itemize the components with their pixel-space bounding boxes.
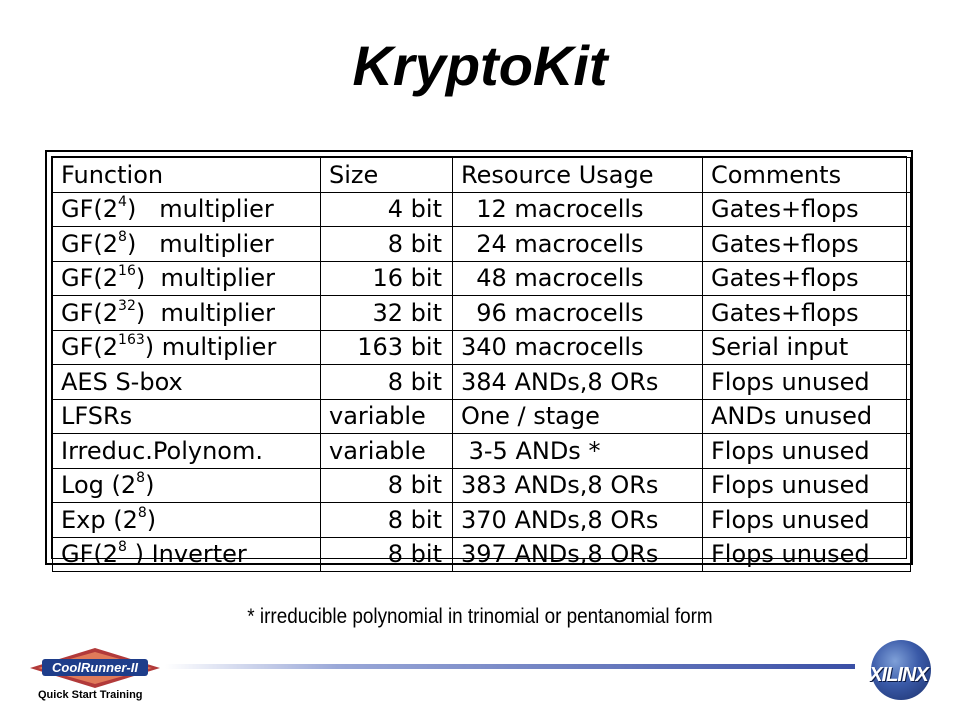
function-suffix: ) multiplier	[126, 229, 274, 258]
cell-function	[53, 227, 321, 262]
cell-resource-usage: 384 ANDs,8 ORs	[453, 365, 703, 400]
cell-resource-usage: 340 macrocells	[453, 330, 703, 365]
cell-function	[53, 537, 321, 572]
function-base: Irreduc.Polynom.	[61, 436, 263, 465]
cell-function	[53, 468, 321, 503]
xilinx-brand-text: XILINX	[869, 664, 928, 686]
cell-comment: Gates+flops	[703, 192, 911, 227]
table-row	[53, 365, 911, 400]
table-row	[53, 192, 911, 227]
cell-resource-usage: 3-5 ANDs *	[453, 434, 703, 469]
header-comments: Comments	[703, 158, 911, 193]
header-function: Function	[53, 158, 321, 193]
logo-text: CoolRunner-II	[52, 660, 138, 675]
table-row	[53, 503, 911, 538]
cell-comment: Flops unused	[703, 468, 911, 503]
cell-comment: Flops unused	[703, 434, 911, 469]
cell-comment: Flops unused	[703, 537, 911, 572]
function-base: GF(2	[61, 540, 119, 569]
table-row	[53, 468, 911, 503]
function-base: GF(2	[61, 333, 119, 362]
cell-function	[53, 399, 321, 434]
table-row	[53, 399, 911, 434]
function-base: AES S-box	[61, 367, 183, 396]
cell-comment: Serial input	[703, 330, 911, 365]
table-row	[53, 261, 911, 296]
cell-size: 8 bit	[321, 537, 453, 572]
cell-function	[53, 365, 321, 400]
cell-function	[53, 434, 321, 469]
cell-size: variable	[321, 399, 453, 434]
slide-title: KryptoKit	[352, 34, 608, 97]
cell-size: 8 bit	[321, 468, 453, 503]
function-suffix: ) Inverter	[126, 540, 247, 569]
function-exponent: 8	[118, 228, 127, 245]
cell-resource-usage: 24 macrocells	[453, 227, 703, 262]
cell-size: 163 bit	[321, 330, 453, 365]
cell-resource-usage: One / stage	[453, 399, 703, 434]
cell-comment: Flops unused	[703, 365, 911, 400]
function-exponent: 8	[136, 470, 146, 487]
table-row	[53, 330, 911, 365]
cell-size: 8 bit	[321, 365, 453, 400]
function-base: GF(2	[61, 195, 119, 224]
function-table	[52, 157, 911, 572]
cell-function	[53, 330, 321, 365]
cell-comment: Flops unused	[703, 503, 911, 538]
cell-comment: Gates+flops	[703, 227, 911, 262]
function-base: LFSRs	[61, 402, 133, 431]
cell-resource-usage: 96 macrocells	[453, 296, 703, 331]
table-row	[53, 434, 911, 469]
cell-function	[53, 503, 321, 538]
cell-function	[53, 192, 321, 227]
cell-size: 16 bit	[321, 261, 453, 296]
training-subtitle: Quick Start Training	[38, 689, 143, 701]
coolrunner-logo	[30, 648, 160, 688]
function-exponent: 4	[118, 194, 127, 211]
function-base: GF(2	[61, 264, 119, 293]
table-row	[53, 296, 911, 331]
function-suffix: ) multiplier	[135, 264, 276, 293]
cell-comment: ANDs unused	[703, 399, 911, 434]
cell-size: variable	[321, 434, 453, 469]
table-header-row	[53, 158, 911, 193]
footer-divider	[165, 664, 855, 669]
function-exponent: 8	[118, 539, 127, 556]
function-base: GF(2	[61, 298, 119, 327]
cell-resource-usage: 397 ANDs,8 ORs	[453, 537, 703, 572]
cell-resource-usage: 12 macrocells	[453, 192, 703, 227]
function-base: Log (2	[61, 471, 137, 500]
kryptokit-table	[45, 150, 913, 569]
cell-function	[53, 261, 321, 296]
function-suffix: ) multiplier	[126, 195, 274, 224]
function-suffix: )	[145, 471, 155, 500]
function-suffix: ) multiplier	[135, 298, 276, 327]
cell-comment: Gates+flops	[703, 261, 911, 296]
cell-resource-usage: 383 ANDs,8 ORs	[453, 468, 703, 503]
footnote: * irreducible polynomial in trinomial or pentanomial form	[247, 605, 713, 628]
function-suffix: ) multiplier	[144, 333, 277, 362]
function-base: GF(2	[61, 229, 119, 258]
header-resource-usage: Resource Usage	[453, 158, 703, 193]
cell-size: 8 bit	[321, 503, 453, 538]
cell-function	[53, 296, 321, 331]
function-exponent: 8	[137, 504, 147, 521]
function-exponent: 32	[118, 297, 136, 314]
cell-size: 32 bit	[321, 296, 453, 331]
cell-resource-usage: 48 macrocells	[453, 261, 703, 296]
function-suffix: )	[146, 505, 157, 534]
cell-comment: Gates+flops	[703, 296, 911, 331]
cell-size: 4 bit	[321, 192, 453, 227]
cell-resource-usage: 370 ANDs,8 ORs	[453, 503, 703, 538]
function-exponent: 16	[118, 263, 136, 280]
table-row	[53, 227, 911, 262]
table-row	[53, 537, 911, 572]
function-base: Exp (2	[61, 505, 138, 534]
cell-size: 8 bit	[321, 227, 453, 262]
function-exponent: 163	[118, 332, 145, 349]
xilinx-logo	[851, 664, 946, 687]
header-size: Size	[321, 158, 453, 193]
